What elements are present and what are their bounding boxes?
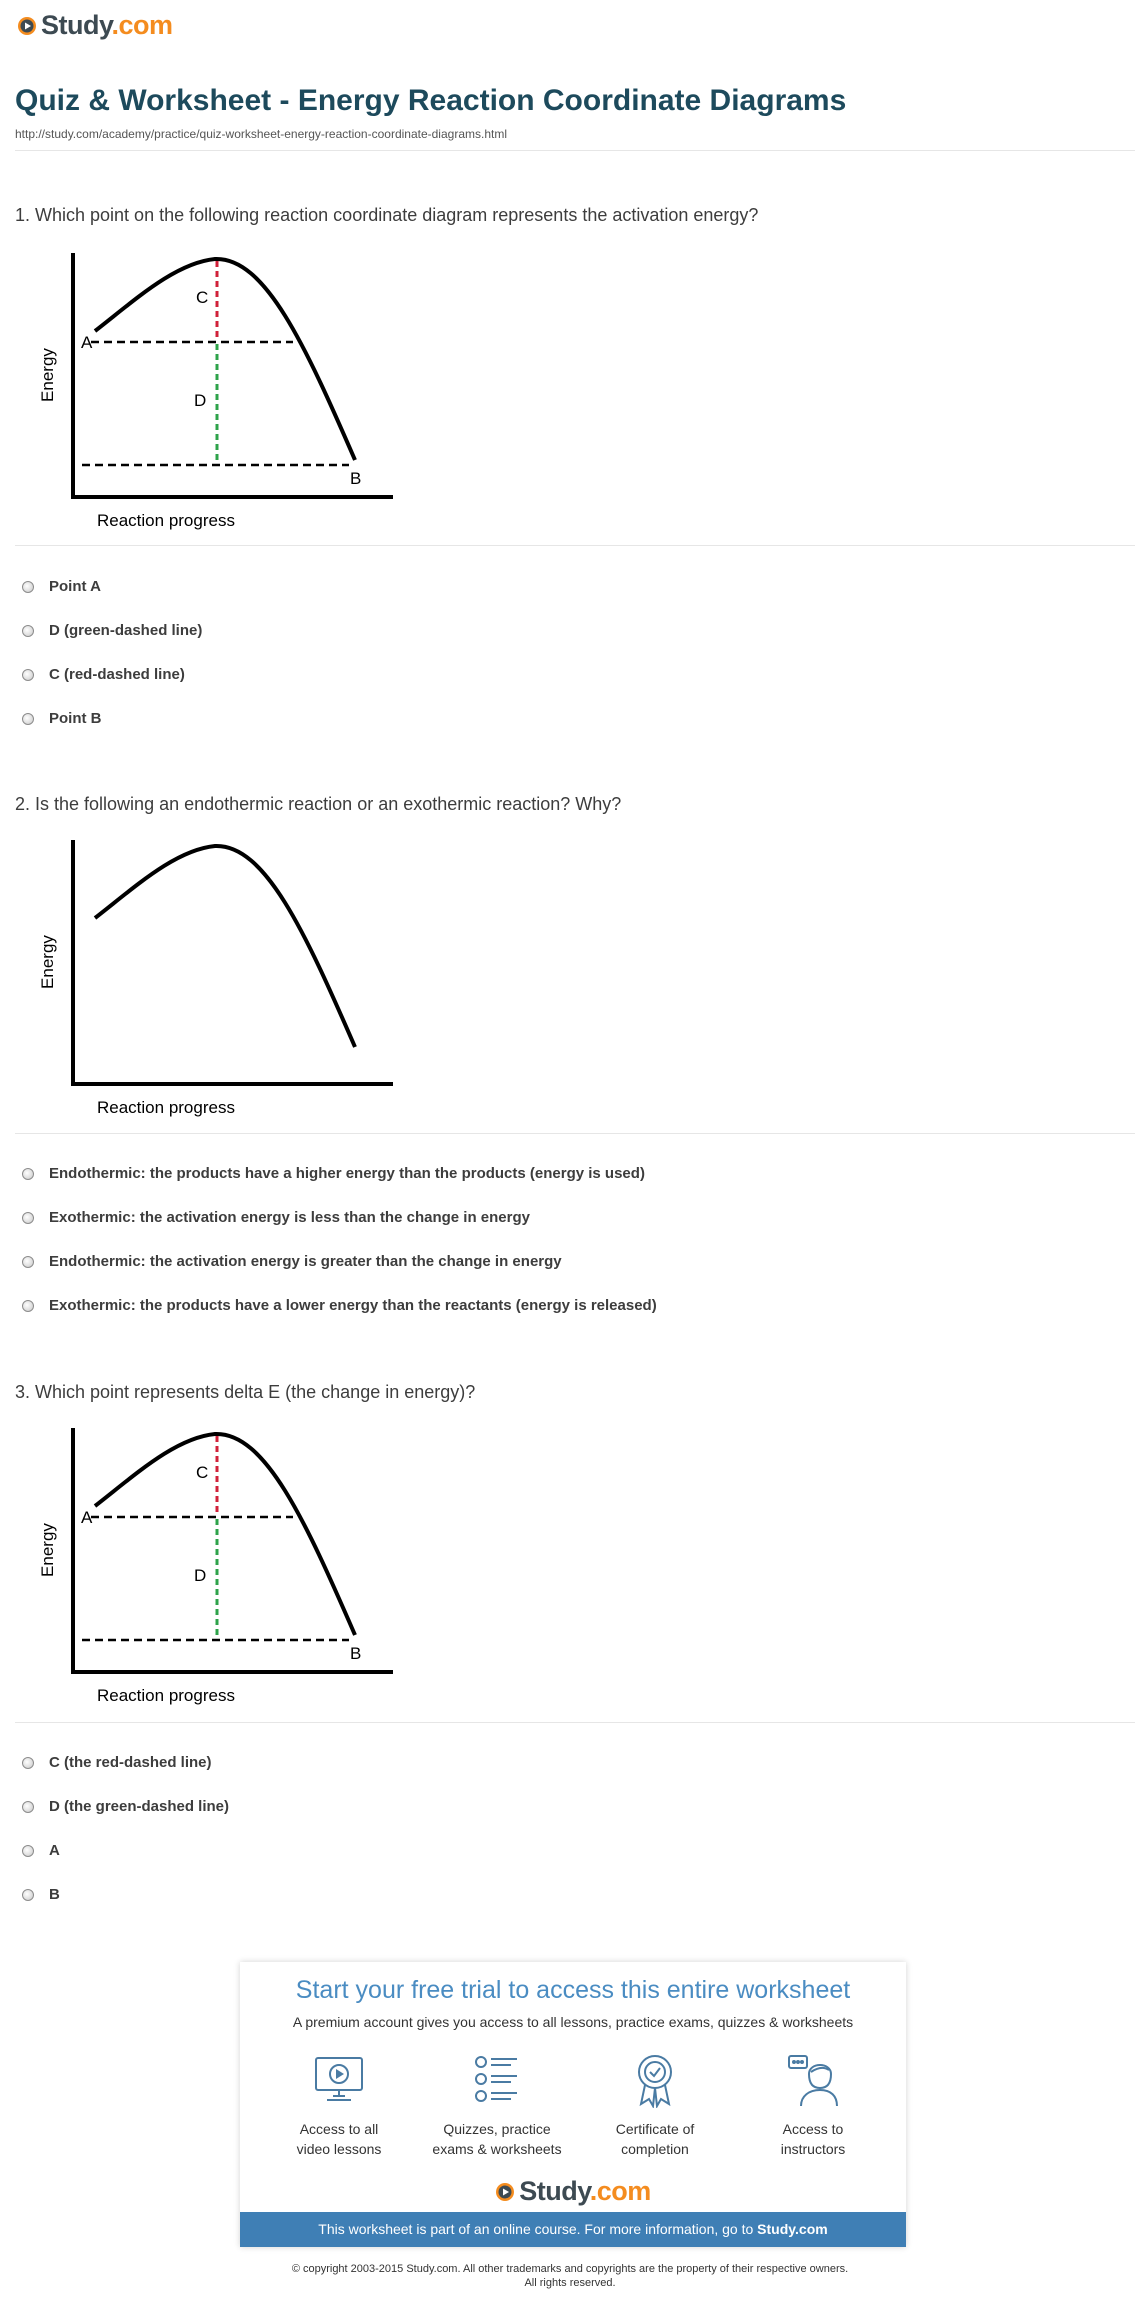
- option-2a[interactable]: Endothermic: the products have a higher energy than the products (energy is used): [22, 1165, 645, 1182]
- reaction-diagram-1: [15, 245, 405, 535]
- option-3c[interactable]: A: [22, 1842, 60, 1859]
- page-title: Quiz & Worksheet - Energy Reaction Coordinate Diagrams: [15, 84, 847, 117]
- divider: [15, 1722, 1135, 1723]
- radio-button[interactable]: [22, 669, 34, 681]
- x-axis-label: Reaction progress: [97, 511, 235, 530]
- promo-info-bar: This worksheet is part of an online course. For more information, go to Study.com: [240, 2212, 906, 2247]
- radio-button[interactable]: [22, 1889, 34, 1901]
- axes: [73, 253, 393, 497]
- question-3: 3. Which point represents delta E (the change in energy)?: [15, 1382, 476, 1402]
- page-url[interactable]: http://study.com/academy/practice/quiz-worksheet-energy-reaction-coordinate-diagrams.html: [15, 127, 507, 141]
- radio-button[interactable]: [22, 1845, 34, 1857]
- reaction-diagram-2: [15, 832, 405, 1122]
- radio-button[interactable]: [22, 1801, 34, 1813]
- option-1a[interactable]: Point A: [22, 578, 101, 595]
- point-b-label: B: [350, 469, 362, 488]
- label-d: D: [194, 1566, 207, 1585]
- energy-curve: [95, 259, 355, 460]
- radio-button[interactable]: [22, 625, 34, 637]
- point-a-label: A: [81, 1508, 93, 1527]
- logo-text: Study.com: [519, 2176, 651, 2206]
- promo-heading[interactable]: Start your free trial to access this entire worksheet: [295, 1976, 851, 2004]
- site-logo[interactable]: [17, 12, 173, 39]
- feature-video-lessons: Access to all video lessons: [264, 2052, 414, 2159]
- label-d: D: [194, 391, 207, 410]
- divider: [15, 1133, 1135, 1134]
- option-2c[interactable]: Endothermic: the activation energy is greater than the change in energy: [22, 1253, 562, 1270]
- option-1c[interactable]: C (red-dashed line): [22, 666, 185, 683]
- y-axis-label: Energy: [38, 348, 57, 402]
- option-1b[interactable]: D (green-dashed line): [22, 622, 202, 639]
- radio-button[interactable]: [22, 1256, 34, 1268]
- radio-button[interactable]: [22, 1300, 34, 1312]
- radio-button[interactable]: [22, 1212, 34, 1224]
- certificate-icon: [629, 2052, 681, 2108]
- instructor-icon: [787, 2052, 839, 2108]
- option-1d[interactable]: Point B: [22, 710, 102, 727]
- option-3a[interactable]: C (the red-dashed line): [22, 1754, 212, 1771]
- radio-button[interactable]: [22, 581, 34, 593]
- option-2b[interactable]: Exothermic: the activation energy is less than the change in energy: [22, 1209, 530, 1226]
- divider: [15, 545, 1135, 546]
- question-2: 2. Is the following an endothermic reaction or an exothermic reaction? Why?: [15, 794, 622, 814]
- option-3d[interactable]: B: [22, 1886, 60, 1903]
- label-c: C: [196, 288, 209, 307]
- radio-button[interactable]: [22, 713, 34, 725]
- point-b-label: B: [350, 1644, 362, 1663]
- energy-curve: [95, 846, 355, 1047]
- x-axis-label: Reaction progress: [97, 1098, 235, 1117]
- radio-button[interactable]: [22, 1757, 34, 1769]
- feature-quizzes: Quizzes, practice exams & worksheets: [422, 2052, 572, 2159]
- y-axis-label: Energy: [38, 1523, 57, 1577]
- axes: [73, 840, 393, 1084]
- promo-logo[interactable]: [240, 2176, 906, 2207]
- reaction-diagram-3: [15, 1420, 405, 1710]
- y-axis-label: Energy: [38, 935, 57, 989]
- studycom-link[interactable]: Study.com: [757, 2221, 828, 2237]
- logo-text: Study.com: [41, 10, 173, 40]
- question-1: 1. Which point on the following reaction coordinate diagram represents the activation energy?: [15, 205, 759, 225]
- point-a-label: A: [81, 333, 93, 352]
- copyright: © copyright 2003-2015 Study.com. All other trademarks and copyrights are the property of their respective owners. All rights reserved.: [291, 2263, 849, 2289]
- divider: [15, 150, 1135, 151]
- promo-subheading: A premium account gives you access to all lessons, practice exams, quizzes & worksheets: [292, 2014, 854, 2030]
- x-axis-label: Reaction progress: [97, 1686, 235, 1705]
- feature-certificate: Certificate of completion: [580, 2052, 730, 2159]
- logo-play-icon: [495, 2182, 515, 2202]
- axes: [73, 1428, 393, 1672]
- radio-button[interactable]: [22, 1168, 34, 1180]
- free-trial-promo[interactable]: [240, 1962, 906, 2247]
- label-c: C: [196, 1463, 209, 1482]
- energy-curve: [95, 1434, 355, 1635]
- quiz-list-icon: [471, 2052, 523, 2108]
- feature-instructors: Access to instructors: [738, 2052, 888, 2159]
- video-lesson-icon: [313, 2052, 365, 2108]
- option-2d[interactable]: Exothermic: the products have a lower energy than the reactants (energy is released): [22, 1297, 657, 1314]
- option-3b[interactable]: D (the green-dashed line): [22, 1798, 229, 1815]
- logo-play-icon: [17, 16, 37, 36]
